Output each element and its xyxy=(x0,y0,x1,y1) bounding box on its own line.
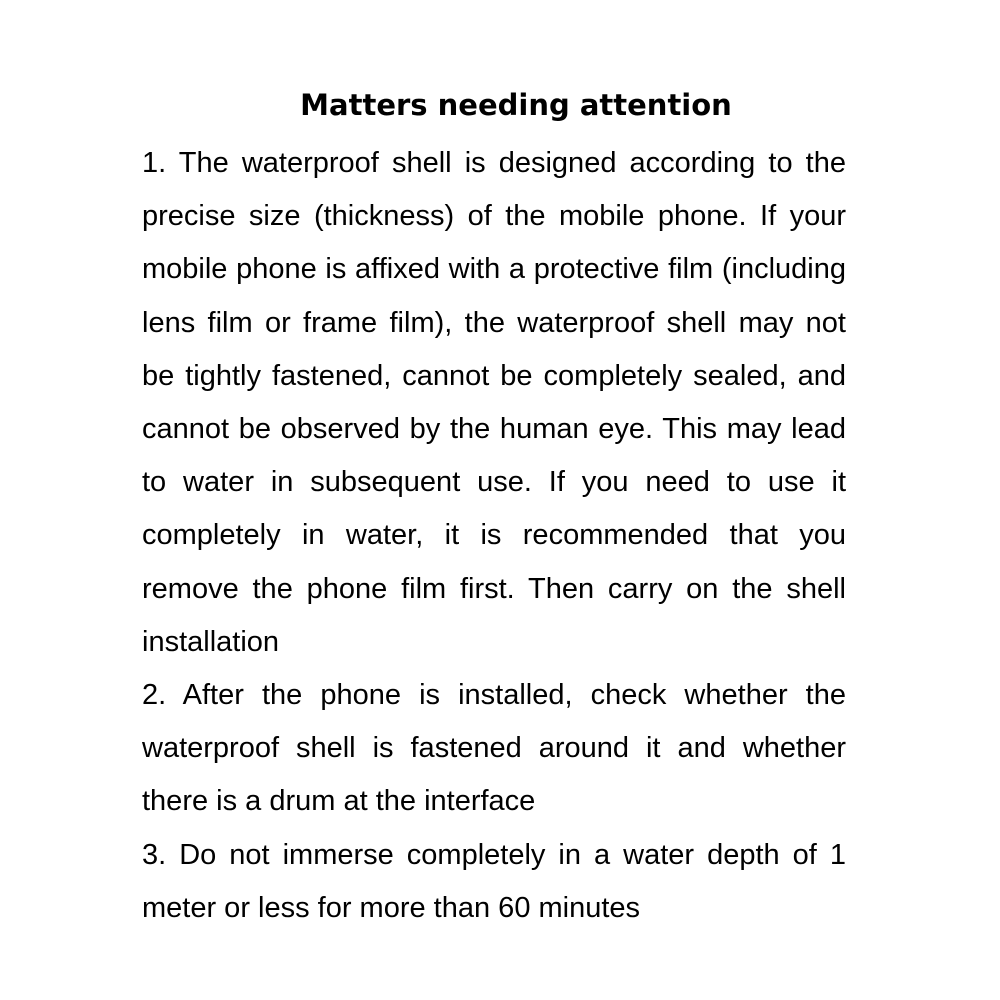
notice-item-3: 3. Do not immerse completely in a water depth of 1 meter or less for more than 60 minutes xyxy=(142,838,846,924)
document-title: Matters needing attention xyxy=(300,88,732,122)
notice-item-1: 1. The waterproof shell is designed according to the precise size (thickness) of the mobile phone. If your mobile phone is affixed with a protective film (including lens film or frame film), the waterproof shell may not be tightly fastened, cannot be completely sealed, and cannot be observed by the human eye. This may lead to water in subsequent use. If you need to use it completely in water, it is recommended that you remove the phone film first. Then carry on the shell installation xyxy=(142,147,846,658)
document-body xyxy=(142,137,846,935)
notice-item-2: 2. After the phone is installed, check whether the waterproof shell is fastened around it and whether there is a drum at the interface xyxy=(142,679,846,818)
